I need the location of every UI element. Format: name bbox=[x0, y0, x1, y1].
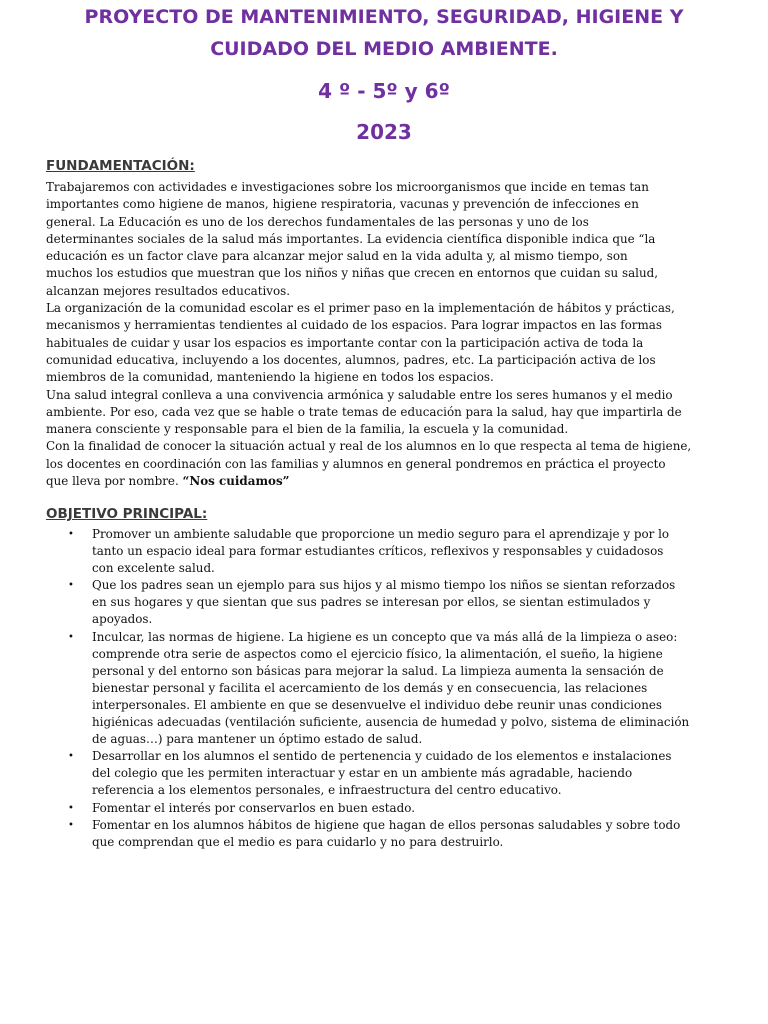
objetivo-item-line: Inculcar, las normas de higiene. La higiene es un concepto que va más allá de la limpieza o aseo: bbox=[92, 629, 678, 644]
paragraph-line: determinantes sociales de la salud más importantes. La evidencia científica disponible indica que “la bbox=[46, 231, 656, 246]
bullet-icon: • bbox=[68, 819, 74, 831]
paragraph-line: alcanzan mejores resultados educativos. bbox=[46, 283, 291, 298]
bullet-icon: • bbox=[68, 631, 74, 643]
paragraph-line: general. La Educación es uno de los derechos fundamentales de las personas y uno de los bbox=[46, 214, 589, 229]
bullet-icon: • bbox=[68, 529, 74, 540]
objetivo-item bbox=[46, 629, 746, 749]
objetivo-item-line: del colegio que les permiten interactuar y estar en un ambiente más agradable, haciendo bbox=[92, 766, 633, 781]
paragraph-line: manera consciente y responsable para el bien de la familia, la escuela y la comunidad. bbox=[46, 422, 569, 437]
objetivo-item-line: Promover un ambiente saludable que proporcione un medio seguro para el aprendizaje y por lo bbox=[92, 527, 670, 541]
objetivo-heading: OBJETIVO PRINCIPAL: bbox=[46, 506, 208, 522]
objetivo-item-line: Desarrollar en los alumnos el sentido de pertenencia y cuidado de los elementos e instalaciones bbox=[92, 749, 672, 764]
paragraph-line: miembros de la comunidad, manteniendo la higiene en todos los espacios. bbox=[46, 370, 494, 385]
paragraph-line: Trabajaremos con actividades e investigaciones sobre los microorganismos que incide en temas tan bbox=[46, 180, 649, 194]
objetivo-item bbox=[46, 817, 746, 851]
objetivo-item bbox=[46, 577, 746, 628]
paragraph-line: muchos los estudios que muestran que los niños y niñas que crecen en entornos que cuidan su salud, bbox=[46, 266, 659, 281]
objetivo-item-line: tanto un espacio ideal para formar estudiantes críticos, reflexivos y responsables y cuidadosos bbox=[92, 544, 664, 559]
paragraph-line: importantes como higiene de manos, higiene respiratoria, vacunas y prevención de infecciones en bbox=[46, 197, 639, 212]
objetivo-item-line: Fomentar en los alumnos hábitos de higiene que hagan de ellos personas saludables y sobre todo bbox=[92, 817, 681, 832]
paragraph-line: Con la finalidad de conocer la situación actual y real de los alumnos en lo que respecta al tema de higiene, bbox=[46, 439, 692, 454]
paragraph-line: comunidad educativa, incluyendo a los docentes, alumnos, padres, etc. La participación activa de los bbox=[46, 352, 656, 367]
bullet-icon: • bbox=[68, 580, 74, 592]
paragraph-line: La organización de la comunidad escolar es el primer paso en la implementación de hábitos y prácticas, bbox=[46, 301, 675, 316]
grades-line: 4 º - 5º y 6º bbox=[318, 79, 450, 103]
paragraph-line: Una salud integral conlleva a una convivencia armónica y saludable entre los seres humanos y el medio bbox=[46, 387, 673, 402]
title-line-2: CUIDADO DEL MEDIO AMBIENTE. bbox=[210, 38, 558, 60]
last-line-prefix: que lleva por nombre. bbox=[46, 474, 183, 489]
objetivo-item-line: Fomentar el interés por conservarlos en buen estado. bbox=[92, 800, 415, 815]
objetivo-item-line: higiénicas adecuadas (ventilación suficiente, ausencia de humedad y polvo, sistema de eliminación bbox=[92, 715, 690, 730]
objetivo-item-line: comprende otra serie de aspectos como el ejercicio físico, la alimentación, el sueño, la higiene bbox=[92, 646, 663, 661]
objetivo-item-line: Que los padres sean un ejemplo para sus hijos y al mismo tiempo los niños se sientan reforzados bbox=[92, 578, 676, 593]
paragraph-last-line bbox=[46, 473, 746, 490]
objetivo-item-line: que comprendan que el medio es para cuidarlo y no para destruirlo. bbox=[92, 834, 504, 849]
fundamentacion-body bbox=[46, 179, 746, 490]
objetivo-item-line: apoyados. bbox=[92, 612, 153, 627]
objetivo-item bbox=[46, 800, 746, 817]
objetivo-list bbox=[46, 526, 746, 851]
objetivo-item-line: bienestar personal y facilita el acercamiento de los demás y en consecuencia, las relaciones bbox=[92, 680, 648, 695]
objetivo-item bbox=[46, 526, 746, 577]
objetivo-item-line: con excelente salud. bbox=[92, 561, 215, 576]
objetivo-item-line: personal y del entorno son básicas para mejorar la salud. La limpieza aumenta la sensación de bbox=[92, 663, 664, 678]
bullet-icon: • bbox=[68, 802, 74, 814]
paragraph-line: ambiente. Por eso, cada vez que se hable o trate temas de educación para la salud, hay que impartirla de bbox=[46, 404, 682, 419]
paragraph-line: educación es un factor clave para alcanzar mejor salud en la vida adulta y, al mismo tiempo, son bbox=[46, 249, 628, 264]
bullet-icon: • bbox=[68, 751, 74, 763]
year-line: 2023 bbox=[356, 120, 412, 144]
paragraph-line: mecanismos y herramientas tendientes al cuidado de los espacios. Para lograr impactos en las formas bbox=[46, 318, 662, 333]
fundamentacion-heading: FUNDAMENTACIÓN: bbox=[46, 158, 195, 174]
objetivo-item-line: de aguas…) para mantener un óptimo estado de salud. bbox=[92, 732, 423, 747]
objetivo-item-line: referencia a los elementos personales, e infraestructura del centro educativo. bbox=[92, 783, 562, 798]
project-name: “Nos cuidamos” bbox=[182, 474, 290, 489]
objetivo-item-line: en sus hogares y que sientan que sus padres se interesan por ellos, se sientan estimulados y bbox=[92, 595, 651, 610]
objetivo-item bbox=[46, 748, 746, 799]
paragraph-line: los docentes en coordinación con las familias y alumnos en general pondremos en práctica el proyecto bbox=[46, 456, 666, 471]
paragraph-line: habituales de cuidar y usar los espacios es importante contar con la participación activa de toda la bbox=[46, 335, 644, 350]
objetivo-item-line: interpersonales. El ambiente en que se desenvuelve el individuo debe reunir unas condiciones bbox=[92, 697, 663, 712]
title-line-1: PROYECTO DE MANTENIMIENTO, SEGURIDAD, HIGIENE Y bbox=[84, 6, 684, 28]
